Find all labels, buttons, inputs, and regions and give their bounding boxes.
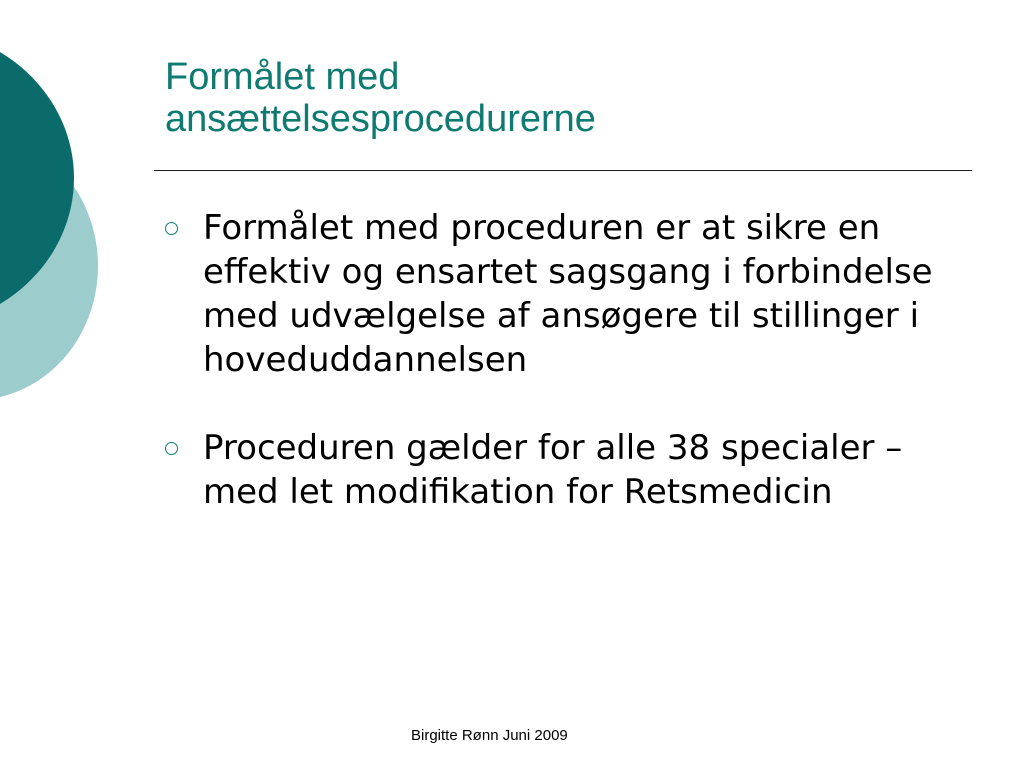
- hollow-circle-icon: [165, 442, 178, 455]
- slide-title-line-2: ansættelsesprocedurerne: [165, 98, 596, 140]
- slide-title-line-1: Formålet med: [165, 56, 400, 98]
- title-divider: [154, 170, 972, 171]
- slide-title: [165, 56, 596, 140]
- footer-text: Birgitte Rønn Juni 2009: [411, 727, 568, 744]
- bullet-text: Formålet med proceduren er at sikre en effektiv og ensartet sagsgang i forbindelse med udvælgelse af ansøgere til stillinger i hoveduddannelsen: [203, 208, 933, 380]
- bullet-item: [163, 206, 963, 382]
- bullet-item: [163, 426, 963, 514]
- hollow-circle-icon: [165, 222, 178, 235]
- bullet-text: Proceduren gælder for alle 38 specialer – med let modifikation for Retsmedicin: [203, 428, 903, 512]
- bullet-list: [163, 206, 963, 514]
